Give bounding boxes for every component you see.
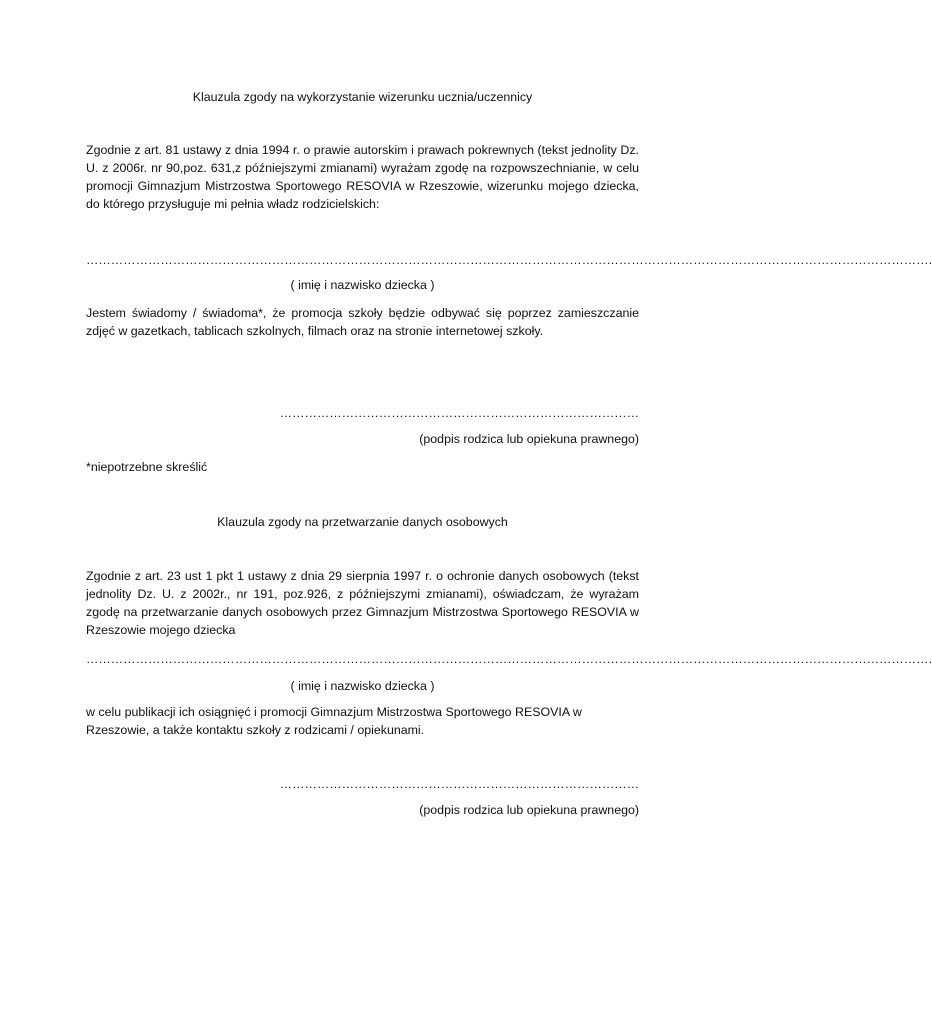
data-consent-title: Klauzula zgody na przetwarzanie danych osobowych xyxy=(217,515,508,529)
footnote: *niepotrzebne skreślić xyxy=(86,460,208,474)
data-consent-signature-line: …………………………………………………………………………… xyxy=(279,777,639,791)
image-consent-declaration: Jestem świadomy / świadoma*, że promocja szkoły będzie odbywać się poprzez zamieszczanie zdjęć w gazetkach, tablicach szkolnych, filmach oraz na stronie internetowej szkoły. xyxy=(86,306,639,338)
data-consent-name-caption: ( imię i nazwisko dziecka ) xyxy=(290,679,435,693)
image-consent-signature-line: …………………………………………………………………………… xyxy=(279,406,639,420)
data-consent-name-line: ……………………………………………………………………………………………………………………………………………………………………………………. xyxy=(86,652,932,666)
image-consent-signature-caption: (podpis rodzica lub opiekuna prawnego) xyxy=(419,432,639,446)
data-consent-body: Zgodnie z art. 23 ust 1 pkt 1 ustawy z dnia 29 sierpnia 1997 r. o ochronie danych osobowych (tekst jednolity Dz. U. z 2002r., nr 191, poz.926, z późniejszymi zmianami), oświadczam, że wyrażam zgodę na przetwarzanie danych osobowych przez Gimnazjum Mistrzostwa Sportowego RESOVIA w Rzeszowie mojego dziecka xyxy=(86,569,639,637)
data-consent-purpose: w celu publikacji ich osiągnięć i promocji Gimnazjum Mistrzostwa Sportowego RESOVIA w Rzeszowie, a także kontaktu szkoły z rodzicami / opiekunami. xyxy=(86,705,582,737)
image-consent-title: Klauzula zgody na wykorzystanie wizerunku ucznia/uczennicy xyxy=(192,90,533,104)
image-consent-name-caption: ( imię i nazwisko dziecka ) xyxy=(290,278,435,292)
image-consent-body: Zgodnie z art. 81 ustawy z dnia 1994 r. o prawie autorskim i prawach pokrewnych (tekst jednolity Dz. U. z 2006r. nr 90,poz. 631,z późniejszymi zmianami) wyrażam zgodę na rozpowszechnianie, w celu promocji Gimnazjum Mistrzostwa Sportowego RESOVIA w Rzeszowie, wizerunku mojego dziecka, do którego przysługuje mi pełnia władz rodzicielskich: xyxy=(86,143,639,211)
image-consent-name-line: ……………………………………………………………………………………………………………………………………………………………………………………. xyxy=(86,253,932,267)
data-consent-signature-caption: (podpis rodzica lub opiekuna prawnego) xyxy=(419,803,639,817)
